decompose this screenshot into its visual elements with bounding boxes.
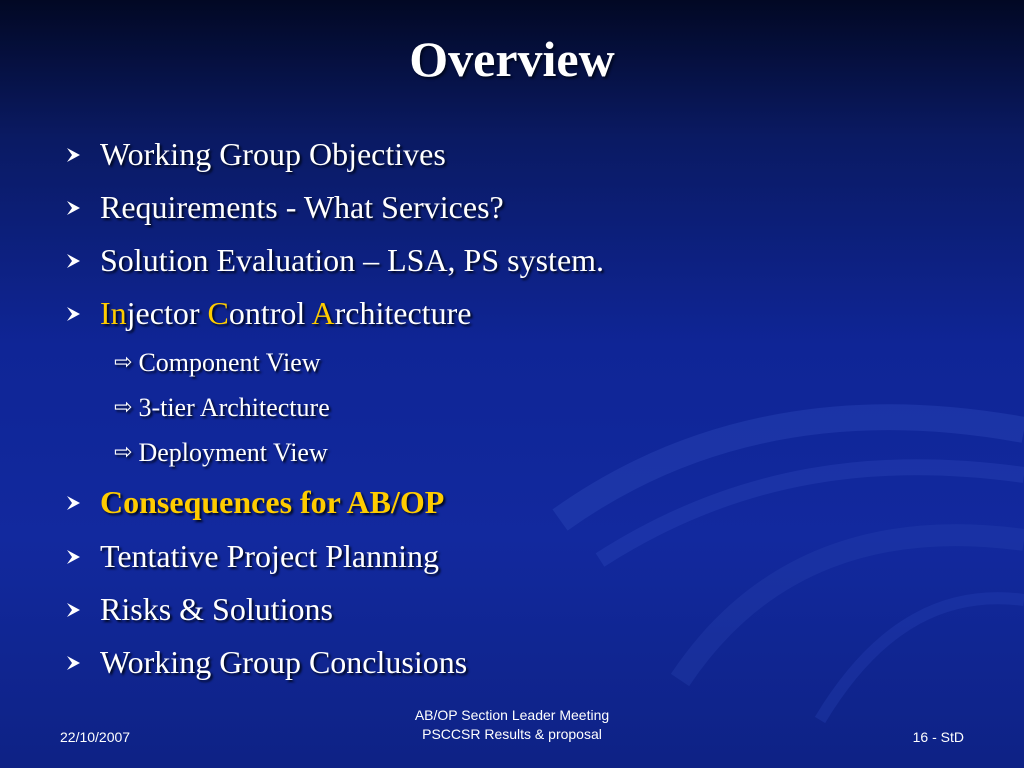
- arrow-bullet-icon: [64, 198, 100, 218]
- list-item: [64, 287, 1004, 340]
- item-text: Requirements - What Services?: [100, 189, 504, 225]
- arrow-bullet-icon: [64, 145, 100, 165]
- list-item: [64, 234, 1004, 287]
- item-text: Working Group Conclusions: [100, 644, 468, 680]
- arrow-bullet-icon: [64, 493, 100, 513]
- subitem-text: Deployment View: [138, 437, 328, 467]
- item-text: Consequences for AB/OP: [100, 484, 445, 520]
- bullet-list: [64, 128, 1004, 689]
- arrow-bullet-icon: [64, 304, 100, 324]
- sub-list-item: [64, 430, 1004, 475]
- slide-footer: [0, 698, 1024, 768]
- subitem-text: 3-tier Architecture: [138, 392, 330, 422]
- footer-line-2: PSCCSR Results & proposal: [422, 726, 602, 742]
- outline-arrow-icon: ⇨: [114, 440, 133, 465]
- list-item: [64, 128, 1004, 181]
- arrow-bullet-icon: [64, 600, 100, 620]
- sub-list-item: [64, 340, 1004, 385]
- sub-list-item: [64, 385, 1004, 430]
- footer-line-1: AB/OP Section Leader Meeting: [414, 707, 610, 723]
- item-text: Tentative Project Planning: [100, 538, 440, 574]
- subitem-text: Component View: [138, 347, 321, 377]
- list-item: [64, 530, 1004, 583]
- arrow-bullet-icon: [64, 653, 100, 673]
- list-item-highlighted: [64, 475, 1004, 530]
- item-text: [100, 295, 471, 332]
- highlight-letter: C: [207, 295, 229, 331]
- item-text-part: ontrol: [228, 295, 312, 331]
- outline-arrow-icon: ⇨: [114, 350, 133, 375]
- outline-arrow-icon: ⇨: [114, 395, 133, 420]
- list-item: [64, 181, 1004, 234]
- item-text-part: rchitecture: [334, 295, 472, 331]
- item-text: Working Group Objectives: [100, 136, 446, 172]
- list-item: [64, 583, 1004, 636]
- slide-title: Overview: [409, 31, 615, 87]
- arrow-bullet-icon: [64, 547, 100, 567]
- highlight-letter: A: [311, 295, 335, 331]
- item-text: Solution Evaluation – LSA, PS system.: [100, 242, 605, 278]
- list-item: [64, 636, 1004, 689]
- footer-center: [362, 706, 662, 744]
- arrow-bullet-icon: [64, 251, 100, 271]
- footer-date: 22/10/2007: [60, 729, 131, 745]
- slide-number: 16 - StD: [912, 729, 964, 745]
- highlight-letters: In: [100, 295, 127, 331]
- item-text-part: jector: [126, 295, 208, 331]
- item-text: Risks & Solutions: [100, 591, 333, 627]
